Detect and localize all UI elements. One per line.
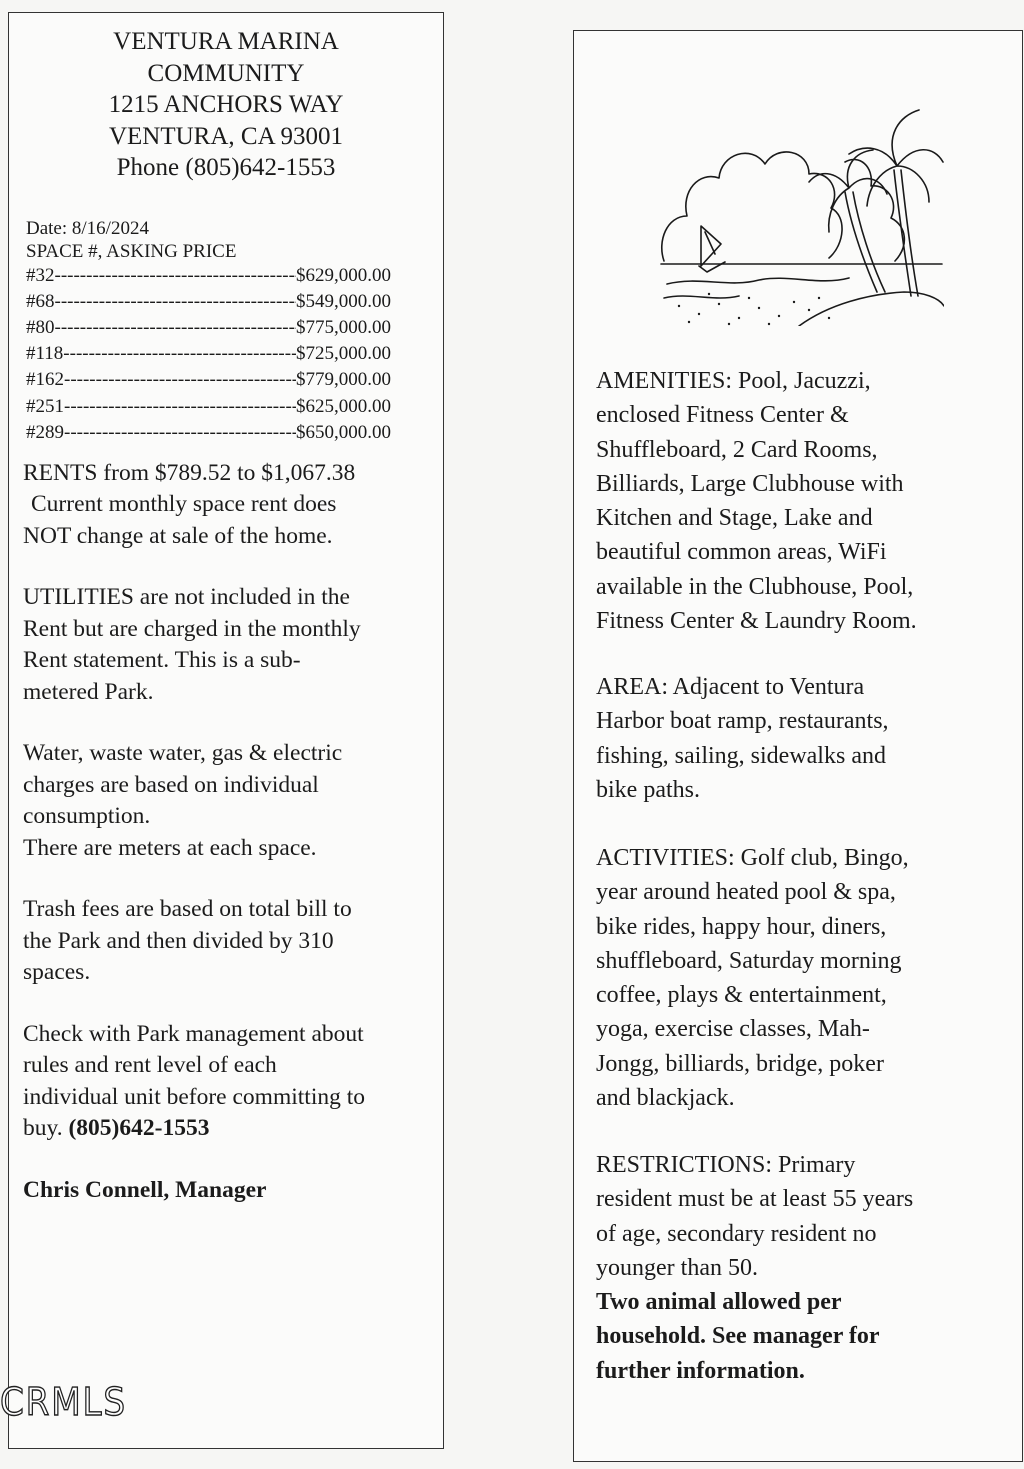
text-line: spaces. xyxy=(23,959,91,986)
date-block xyxy=(26,217,443,263)
cloud-left xyxy=(662,152,842,261)
text-line: UTILITIES are not included in the xyxy=(23,584,350,611)
listing-date: Date: 8/16/2024 xyxy=(26,217,149,239)
text-line: RESTRICTIONS: Primary xyxy=(596,1152,856,1178)
text-line: of age, secondary resident no xyxy=(596,1220,877,1247)
listing-row xyxy=(26,341,391,367)
text-line: Kitchen and Stage, Lake and xyxy=(596,505,873,532)
palm-beach-illustration xyxy=(659,66,944,326)
space-number: #68 xyxy=(26,290,55,312)
text-line: Rent statement. This is a sub- xyxy=(23,647,301,674)
listing-row xyxy=(26,420,391,446)
asking-price: $725,000.00 xyxy=(296,343,391,365)
leader-dots xyxy=(55,289,297,315)
price-list xyxy=(26,263,443,446)
wave-line xyxy=(664,296,739,298)
text-line: bike rides, happy hour, diners, xyxy=(596,913,887,940)
leader-dots xyxy=(63,341,296,367)
listing-row xyxy=(26,263,391,289)
right-info-panel xyxy=(573,30,1023,1462)
text-line: Billiards, Large Clubhouse with xyxy=(596,470,904,497)
animal-policy-line: Two animal allowed per xyxy=(596,1289,842,1316)
text-line: RENTS from $789.52 to $1,067.38 xyxy=(23,459,356,486)
community-name-line1: VENTURA MARINA xyxy=(113,28,339,55)
text-line: Current monthly space rent does xyxy=(31,491,337,518)
text-line: resident must be at least 55 years xyxy=(596,1186,914,1213)
text-line: AREA: Adjacent to Ventura xyxy=(596,674,865,700)
text-line: Harbor boat ramp, restaurants, xyxy=(596,708,889,735)
space-number: #251 xyxy=(26,395,64,417)
text-line: consumption. xyxy=(23,803,151,830)
listing-row xyxy=(26,394,391,420)
animal-policy-line: further information. xyxy=(596,1357,805,1384)
leader-dots xyxy=(64,367,296,393)
space-number: #289 xyxy=(26,421,64,443)
text-line: Rent but are charged in the monthly xyxy=(23,615,361,642)
text-line: ACTIVITIES: Golf club, Bingo, xyxy=(596,845,909,871)
listing-row xyxy=(26,315,391,341)
space-number: #118 xyxy=(26,343,64,365)
text-line: Fitness Center & Laundry Room. xyxy=(596,608,917,635)
list-heading: SPACE #, ASKING PRICE xyxy=(26,240,237,262)
community-header xyxy=(9,26,443,184)
community-name-line2: COMMUNITY xyxy=(147,59,305,87)
text-line xyxy=(23,1113,435,1145)
city-state-zip: VENTURA, CA 93001 xyxy=(108,122,344,150)
text-line: the Park and then divided by 310 xyxy=(23,927,334,954)
text-line: Shuffleboard, 2 Card Rooms, xyxy=(596,436,878,463)
asking-price: $650,000.00 xyxy=(296,421,391,443)
leader-dots xyxy=(64,420,296,446)
trash-paragraph xyxy=(23,894,435,989)
asking-price: $779,000.00 xyxy=(296,369,391,391)
text-line: Check with Park management about xyxy=(23,1020,364,1047)
beach-mound xyxy=(799,292,944,326)
phone-number: Phone (805)642-1553 xyxy=(116,154,336,181)
asking-price: $629,000.00 xyxy=(296,264,391,286)
text-line: yoga, exercise classes, Mah- xyxy=(596,1016,870,1043)
text-line: younger than 50. xyxy=(596,1254,758,1281)
manager-name: Chris Connell, Manager xyxy=(23,1176,267,1203)
leader-dots xyxy=(55,315,297,341)
text-line: bike paths. xyxy=(596,776,700,803)
rents-paragraph xyxy=(23,458,435,553)
palm-trunk xyxy=(894,170,918,296)
text-line: Jongg, billiards, bridge, poker xyxy=(596,1050,884,1077)
text-line: and blackjack. xyxy=(596,1085,735,1112)
asking-price: $775,000.00 xyxy=(296,316,391,338)
amenities-paragraph xyxy=(596,364,917,638)
text-line: available in the Clubhouse, Pool, xyxy=(596,573,914,600)
cloud-right xyxy=(845,159,904,261)
text-line: individual unit before committing to xyxy=(23,1083,366,1110)
palm-fronds xyxy=(809,150,887,232)
space-number: #32 xyxy=(26,264,55,286)
text-line: Trash fees are based on total bill to xyxy=(23,896,352,923)
sailboat xyxy=(699,226,725,272)
metering-paragraph xyxy=(23,738,435,864)
listing-row xyxy=(26,367,391,393)
utilities-paragraph xyxy=(23,582,435,708)
text-line: There are meters at each space. xyxy=(23,834,317,861)
text-line: beautiful common areas, WiFi xyxy=(596,539,887,566)
text-line: rules and rent level of each xyxy=(23,1052,277,1079)
space-number: #162 xyxy=(26,369,64,391)
text-line: NOT change at sale of the home. xyxy=(23,522,333,549)
area-paragraph xyxy=(596,670,889,807)
management-phone: (805)642-1553 xyxy=(68,1115,210,1142)
street-address: 1215 ANCHORS WAY xyxy=(108,91,344,118)
text-line: metered Park. xyxy=(23,678,154,705)
left-info-panel xyxy=(8,12,444,1449)
palm-trunk xyxy=(845,192,885,292)
text-line: coffee, plays & entertainment, xyxy=(596,982,887,1009)
text-line: enclosed Fitness Center & xyxy=(596,402,849,429)
check-last-prefix: buy. xyxy=(23,1115,69,1142)
text-line: AMENITIES: Pool, Jacuzzi, xyxy=(596,368,871,394)
activities-paragraph xyxy=(596,841,909,1115)
asking-price: $625,000.00 xyxy=(296,395,391,417)
leader-dots xyxy=(55,263,297,289)
text-line: charges are based on individual xyxy=(23,771,319,798)
crmls-watermark: CRMLS xyxy=(0,1380,127,1424)
animal-policy-line: household. See manager for xyxy=(596,1323,880,1350)
text-line: fishing, sailing, sidewalks and xyxy=(596,742,886,769)
leader-dots xyxy=(64,394,296,420)
wave-line xyxy=(667,278,849,284)
listing-row xyxy=(26,289,391,315)
text-line: year around heated pool & spa, xyxy=(596,879,896,906)
restrictions-paragraph xyxy=(596,1148,913,1388)
space-number: #80 xyxy=(26,316,55,338)
text-line: Water, waste water, gas & electric xyxy=(23,740,343,767)
check-management-paragraph xyxy=(23,1019,435,1145)
asking-price: $549,000.00 xyxy=(296,290,391,312)
text-line: shuffleboard, Saturday morning xyxy=(596,947,902,974)
